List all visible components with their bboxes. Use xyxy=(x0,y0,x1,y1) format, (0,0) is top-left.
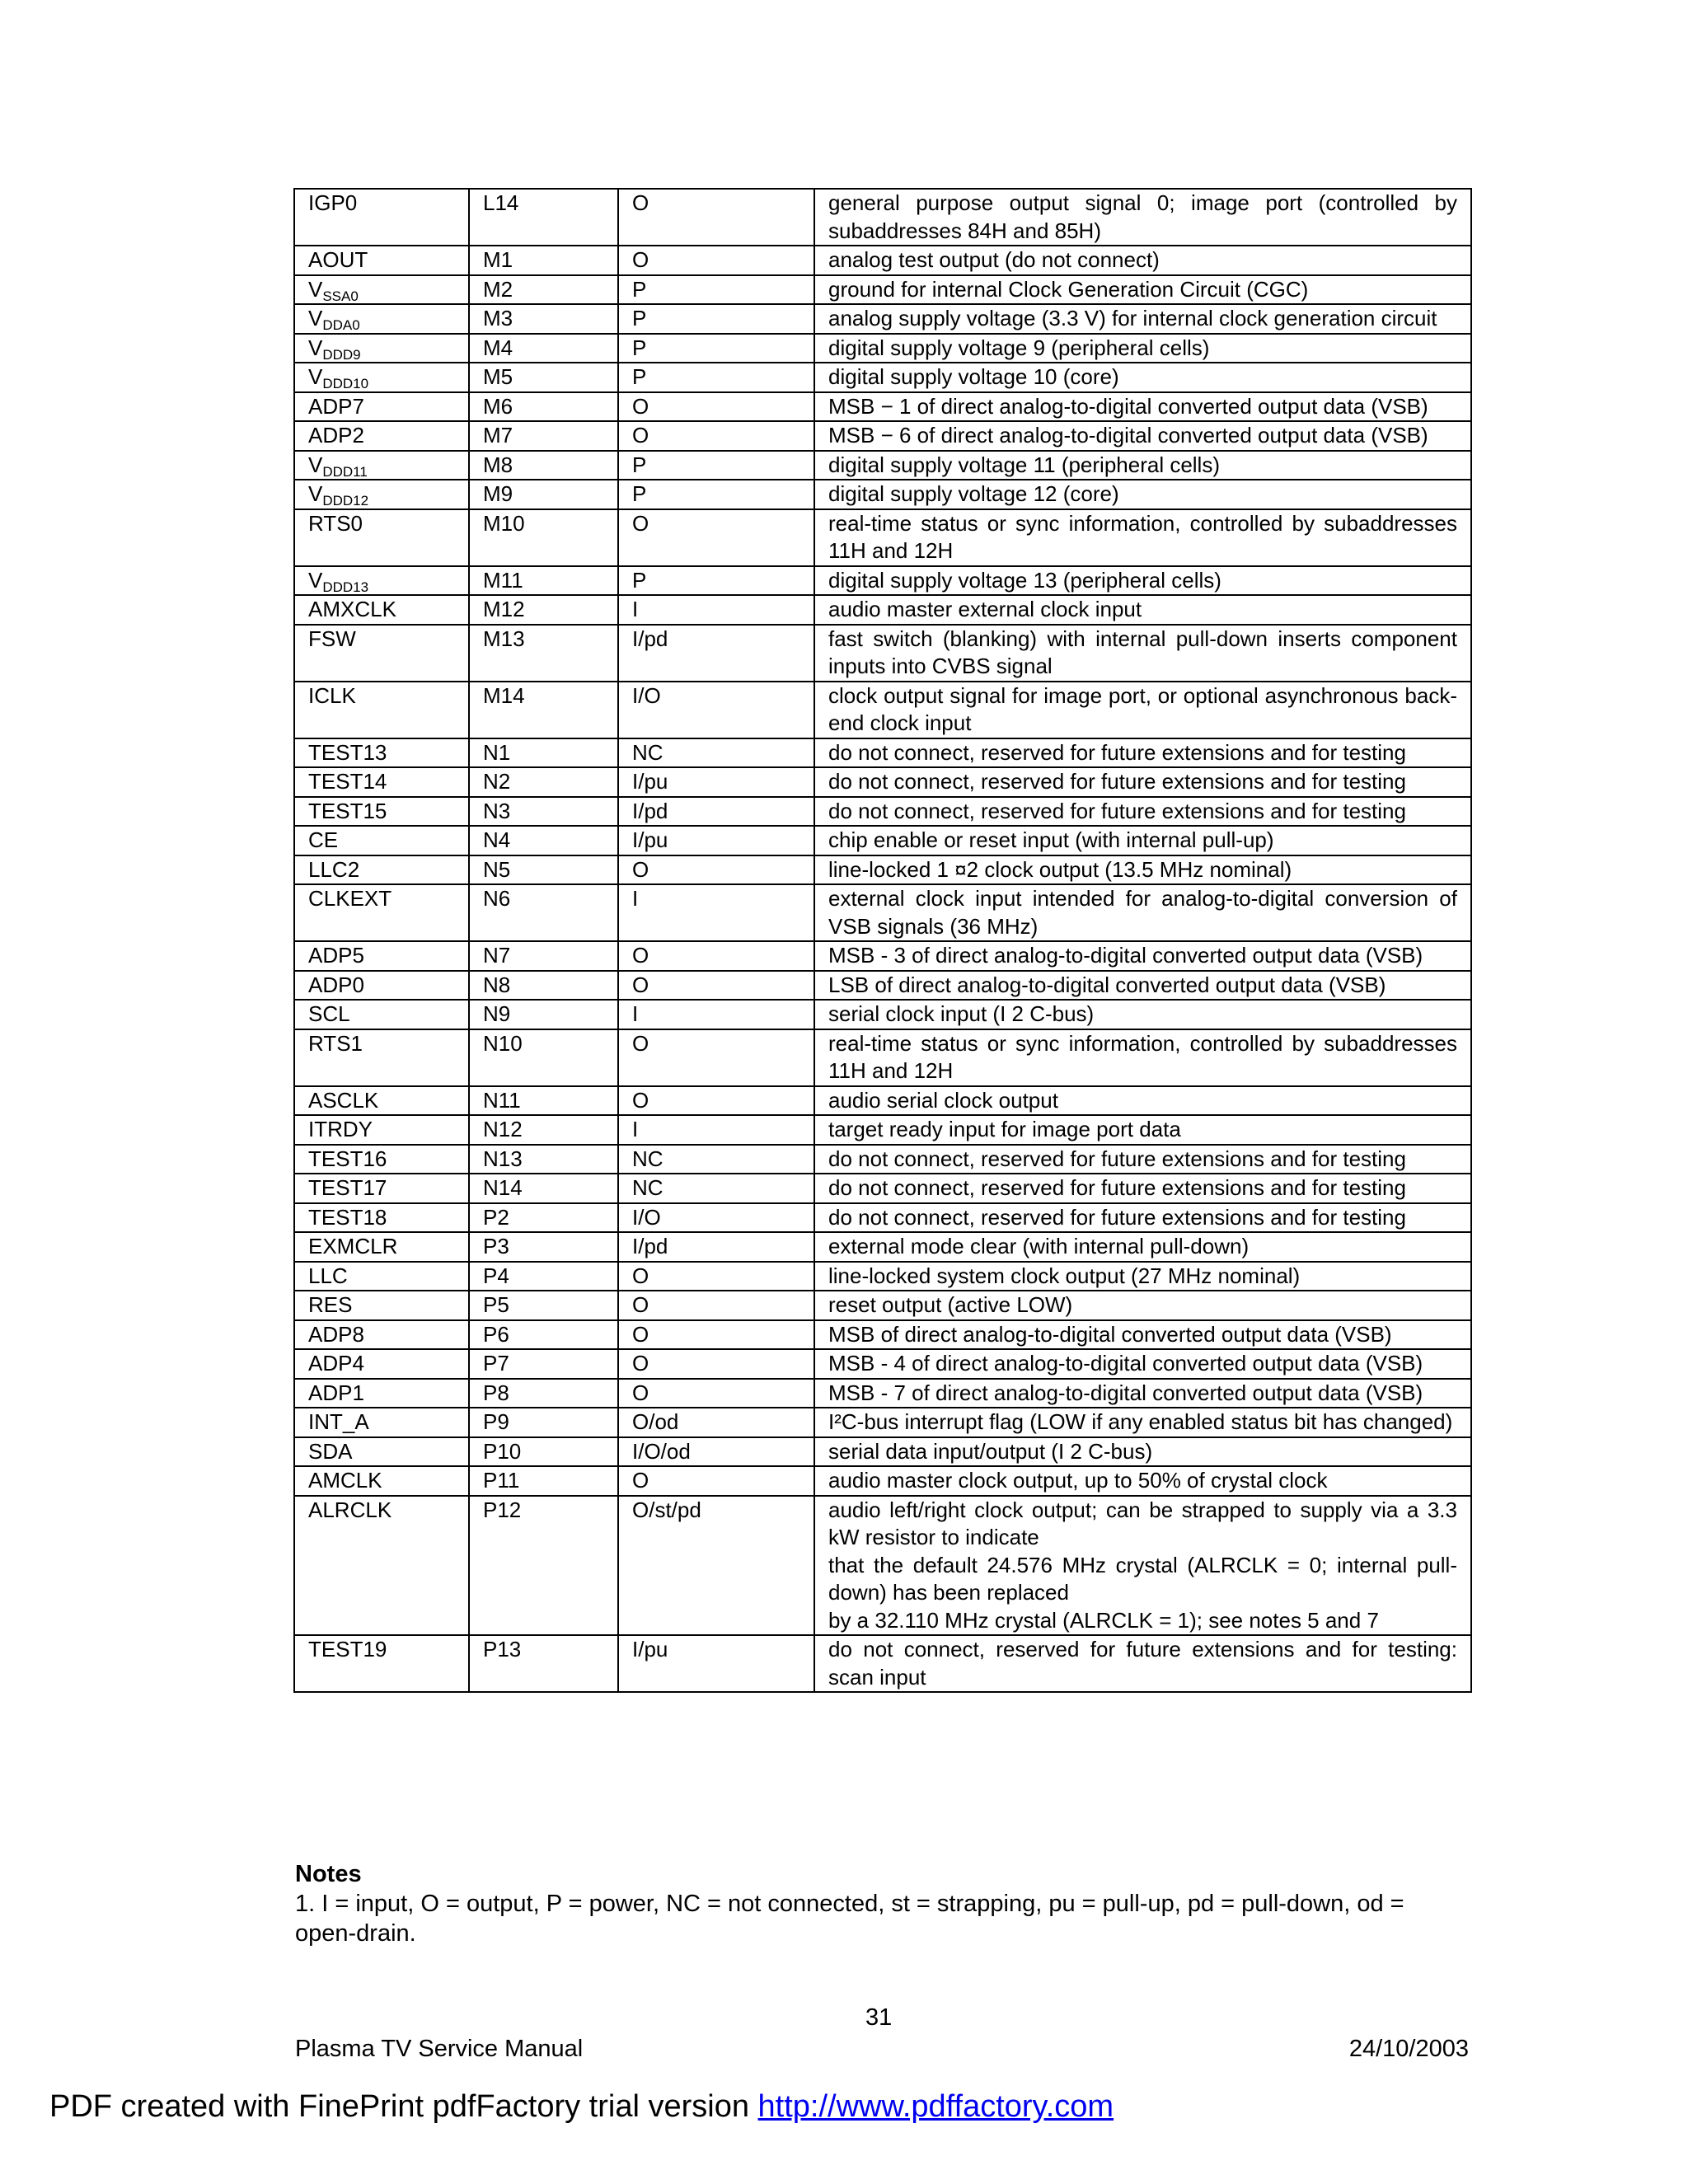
symbol-text: AMCLK xyxy=(308,1468,382,1493)
symbol-cell xyxy=(294,971,469,1001)
description-cell: audio left/right clock output; can be strapped to supply via a 3.3 kW resistor to indicate that the default 24.576 MHz crystal (ALRCLK = 0; internal pull-down) has been replaced by a 32.110 MHz crystal (ALRCLK = 1); see notes 5 and 7 xyxy=(814,1496,1471,1636)
description-cell: MSB - 4 of direct analog-to-digital converted output data (VSB) xyxy=(814,1349,1471,1379)
pin-cell: P9 xyxy=(469,1408,618,1437)
pin-cell: N9 xyxy=(469,1000,618,1029)
description-cell: audio serial clock output xyxy=(814,1086,1471,1116)
symbol-cell xyxy=(294,1291,469,1320)
table-row xyxy=(294,566,1471,596)
description-cell: LSB of direct analog-to-digital converted output data (VSB) xyxy=(814,971,1471,1001)
symbol-text: ADP1 xyxy=(308,1380,364,1405)
table-row xyxy=(294,334,1471,363)
description-cell: MSB - 3 of direct analog-to-digital converted output data (VSB) xyxy=(814,941,1471,971)
symbol-subscript: DDD11 xyxy=(322,463,368,480)
type-cell: P xyxy=(618,451,814,480)
description-cell: digital supply voltage 12 (core) xyxy=(814,480,1471,509)
symbol-text: CE xyxy=(308,827,339,852)
type-cell: O xyxy=(618,189,814,246)
pin-description-table xyxy=(293,188,1472,1693)
table-row xyxy=(294,275,1471,305)
table-row xyxy=(294,826,1471,855)
symbol-cell xyxy=(294,1029,469,1086)
table-row xyxy=(294,1086,1471,1116)
symbol-text: ADP0 xyxy=(308,972,364,997)
description-cell: reset output (active LOW) xyxy=(814,1291,1471,1320)
symbol-text: V xyxy=(308,452,323,477)
symbol-text: SDA xyxy=(308,1438,353,1464)
symbol-cell xyxy=(294,884,469,941)
table-row xyxy=(294,189,1471,246)
table-row xyxy=(294,246,1471,275)
table-row xyxy=(294,509,1471,566)
table-row xyxy=(294,1174,1471,1203)
type-cell: O xyxy=(618,509,814,566)
symbol-text: RES xyxy=(308,1292,353,1317)
description-cell: serial data input/output (I 2 C-bus) xyxy=(814,1437,1471,1467)
type-cell: I/pu xyxy=(618,1635,814,1692)
description-cell: target ready input for image port data xyxy=(814,1115,1471,1145)
symbol-text: ALRCLK xyxy=(308,1497,392,1522)
pin-cell: P11 xyxy=(469,1466,618,1496)
symbol-cell xyxy=(294,1496,469,1636)
table-row xyxy=(294,1115,1471,1145)
symbol-cell xyxy=(294,797,469,827)
description-cell: clock output signal for image port, or optional asynchronous back-end clock input xyxy=(814,682,1471,738)
pin-cell: M9 xyxy=(469,480,618,509)
symbol-text: ASCLK xyxy=(308,1087,379,1113)
type-cell: O xyxy=(618,971,814,1001)
type-cell: I/pd xyxy=(618,1232,814,1262)
pin-cell: M13 xyxy=(469,625,618,682)
symbol-subscript: DDA0 xyxy=(322,317,360,333)
type-cell: I xyxy=(618,595,814,625)
table-row xyxy=(294,1408,1471,1437)
symbol-cell xyxy=(294,1437,469,1467)
type-cell: O/od xyxy=(618,1408,814,1437)
description-cell: MSB of direct analog-to-digital converted output data (VSB) xyxy=(814,1320,1471,1350)
symbol-cell xyxy=(294,480,469,509)
pin-cell: M11 xyxy=(469,566,618,596)
description-cell: audio master external clock input xyxy=(814,595,1471,625)
symbol-cell xyxy=(294,451,469,480)
type-cell: O xyxy=(618,246,814,275)
pin-cell: M5 xyxy=(469,363,618,392)
symbol-text: EXMCLR xyxy=(308,1234,398,1258)
symbol-text: V xyxy=(308,335,323,360)
symbol-subscript: SSA0 xyxy=(322,288,359,304)
symbol-cell xyxy=(294,595,469,625)
pin-cell: P13 xyxy=(469,1635,618,1692)
type-cell: O xyxy=(618,1320,814,1350)
symbol-text: ADP8 xyxy=(308,1321,364,1347)
description-cell: digital supply voltage 10 (core) xyxy=(814,363,1471,392)
description-cell: digital supply voltage 13 (peripheral cells) xyxy=(814,566,1471,596)
pin-cell: M3 xyxy=(469,304,618,334)
symbol-text: LLC xyxy=(308,1263,348,1288)
symbol-text: ITRDY xyxy=(308,1117,373,1141)
description-cell: I²C-bus interrupt flag (LOW if any enabled status bit has changed) xyxy=(814,1408,1471,1437)
type-cell: O xyxy=(618,421,814,451)
symbol-subscript: DDD12 xyxy=(322,493,369,509)
table-row xyxy=(294,421,1471,451)
table-row xyxy=(294,392,1471,422)
description-cell: MSB − 1 of direct analog-to-digital converted output data (VSB) xyxy=(814,392,1471,422)
symbol-text: RTS1 xyxy=(308,1030,363,1056)
description-cell: chip enable or reset input (with internal pull-up) xyxy=(814,826,1471,855)
type-cell: O xyxy=(618,1086,814,1116)
pin-cell: M7 xyxy=(469,421,618,451)
symbol-cell xyxy=(294,509,469,566)
symbol-text: ICLK xyxy=(308,682,356,708)
table-row xyxy=(294,1000,1471,1029)
type-cell: I/O/od xyxy=(618,1437,814,1467)
description-cell: ground for internal Clock Generation Circuit (CGC) xyxy=(814,275,1471,305)
description-cell: do not connect, reserved for future extensions and for testing xyxy=(814,797,1471,827)
type-cell: I/O xyxy=(618,682,814,738)
pin-cell: P10 xyxy=(469,1437,618,1467)
type-cell: P xyxy=(618,275,814,305)
pin-cell: M6 xyxy=(469,392,618,422)
description-cell: MSB − 6 of direct analog-to-digital converted output data (VSB) xyxy=(814,421,1471,451)
symbol-text: AMXCLK xyxy=(308,597,396,621)
footer-document-title: Plasma TV Service Manual xyxy=(295,2036,584,2062)
table-row xyxy=(294,304,1471,334)
description-cell: line-locked 1 ¤2 clock output (13.5 MHz nominal) xyxy=(814,855,1471,885)
pin-cell: N14 xyxy=(469,1174,618,1203)
pin-cell: N13 xyxy=(469,1145,618,1174)
type-cell: P xyxy=(618,334,814,363)
symbol-text: ADP4 xyxy=(308,1351,364,1376)
description-cell: do not connect, reserved for future extensions and for testing xyxy=(814,767,1471,797)
table-row xyxy=(294,480,1471,509)
description-cell: audio master clock output, up to 50% of crystal clock xyxy=(814,1466,1471,1496)
symbol-text: TEST16 xyxy=(308,1146,387,1171)
type-cell: NC xyxy=(618,1145,814,1174)
table-row xyxy=(294,1029,1471,1086)
table-row xyxy=(294,767,1471,797)
type-cell: I xyxy=(618,1115,814,1145)
table-row xyxy=(294,1145,1471,1174)
symbol-cell xyxy=(294,421,469,451)
pin-cell: N3 xyxy=(469,797,618,827)
type-cell: O xyxy=(618,392,814,422)
symbol-text: SCL xyxy=(308,1001,350,1026)
symbol-cell xyxy=(294,826,469,855)
symbol-text: V xyxy=(308,364,323,389)
pin-cell: M2 xyxy=(469,275,618,305)
symbol-cell xyxy=(294,363,469,392)
symbol-cell xyxy=(294,1349,469,1379)
table-row xyxy=(294,625,1471,682)
table-row xyxy=(294,595,1471,625)
type-cell: I xyxy=(618,884,814,941)
notes-item: 1. I = input, O = output, P = power, NC = not connected, st = strapping, pu = pull-up, pd = pull-down, od = open-drain. xyxy=(295,1891,1404,1947)
symbol-cell xyxy=(294,189,469,246)
table-row xyxy=(294,1466,1471,1496)
pin-cell: M10 xyxy=(469,509,618,566)
pin-cell: N10 xyxy=(469,1029,618,1086)
type-cell: P xyxy=(618,480,814,509)
symbol-cell xyxy=(294,392,469,422)
table-row xyxy=(294,1437,1471,1467)
table-row xyxy=(294,1262,1471,1291)
symbol-cell xyxy=(294,1262,469,1291)
symbol-cell xyxy=(294,941,469,971)
symbol-cell xyxy=(294,1466,469,1496)
table-row xyxy=(294,1635,1471,1692)
watermark-text: PDF created with FinePrint pdfFactory trial version xyxy=(49,2089,758,2124)
type-cell: I xyxy=(618,1000,814,1029)
type-cell: I/pd xyxy=(618,625,814,682)
table-row xyxy=(294,1291,1471,1320)
type-cell: O xyxy=(618,1466,814,1496)
type-cell: P xyxy=(618,566,814,596)
pin-cell: M4 xyxy=(469,334,618,363)
symbol-text: TEST14 xyxy=(308,769,387,794)
symbol-cell xyxy=(294,1115,469,1145)
pin-cell: M12 xyxy=(469,595,618,625)
type-cell: O xyxy=(618,1379,814,1408)
type-cell: O xyxy=(618,1291,814,1320)
symbol-text: ADP5 xyxy=(308,943,364,968)
description-cell: MSB - 7 of direct analog-to-digital converted output data (VSB) xyxy=(814,1379,1471,1408)
description-cell: do not connect, reserved for future extensions and for testing xyxy=(814,738,1471,768)
description-cell: do not connect, reserved for future extensions and for testing xyxy=(814,1174,1471,1203)
symbol-cell xyxy=(294,1000,469,1029)
symbol-text: ADP7 xyxy=(308,393,364,419)
description-cell: fast switch (blanking) with internal pull-down inserts component inputs into CVBS signal xyxy=(814,625,1471,682)
symbol-text: IGP0 xyxy=(308,190,358,215)
pin-cell: N12 xyxy=(469,1115,618,1145)
symbol-text: CLKEXT xyxy=(308,886,392,911)
notes-section xyxy=(295,1859,1470,1948)
symbol-text: V xyxy=(308,567,323,593)
pin-cell: P3 xyxy=(469,1232,618,1262)
symbol-text: LLC2 xyxy=(308,856,360,882)
symbol-cell xyxy=(294,682,469,738)
description-cell: digital supply voltage 9 (peripheral cells) xyxy=(814,334,1471,363)
description-cell: do not connect, reserved for future extensions and for testing xyxy=(814,1203,1471,1233)
symbol-cell xyxy=(294,625,469,682)
pin-cell: P5 xyxy=(469,1291,618,1320)
pdf-watermark xyxy=(49,2089,1114,2125)
symbol-cell xyxy=(294,1174,469,1203)
type-cell: I/O xyxy=(618,1203,814,1233)
pin-cell: N7 xyxy=(469,941,618,971)
table-row xyxy=(294,797,1471,827)
pin-cell: N5 xyxy=(469,855,618,885)
pin-cell: M1 xyxy=(469,246,618,275)
symbol-cell xyxy=(294,1379,469,1408)
symbol-text: FSW xyxy=(308,626,356,651)
table-row xyxy=(294,855,1471,885)
symbol-text: TEST18 xyxy=(308,1204,387,1230)
symbol-cell xyxy=(294,1320,469,1350)
pin-cell: P8 xyxy=(469,1379,618,1408)
pin-cell: P4 xyxy=(469,1262,618,1291)
description-cell: real-time status or sync information, controlled by subaddresses 11H and 12H xyxy=(814,1029,1471,1086)
table-row xyxy=(294,1496,1471,1636)
symbol-cell xyxy=(294,1203,469,1233)
description-cell: do not connect, reserved for future extensions and for testing xyxy=(814,1145,1471,1174)
symbol-text: TEST13 xyxy=(308,739,387,765)
table-row xyxy=(294,1379,1471,1408)
pin-cell: P2 xyxy=(469,1203,618,1233)
table-row xyxy=(294,941,1471,971)
symbol-text: TEST19 xyxy=(308,1637,387,1661)
symbol-subscript: DDD9 xyxy=(322,346,361,363)
type-cell: O xyxy=(618,941,814,971)
pin-cell: P6 xyxy=(469,1320,618,1350)
page-number: 31 xyxy=(865,2004,893,2031)
pin-cell: N6 xyxy=(469,884,618,941)
description-cell: real-time status or sync information, controlled by subaddresses 11H and 12H xyxy=(814,509,1471,566)
description-cell: line-locked system clock output (27 MHz nominal) xyxy=(814,1262,1471,1291)
table-row xyxy=(294,1349,1471,1379)
description-cell: digital supply voltage 11 (peripheral cells) xyxy=(814,451,1471,480)
symbol-cell xyxy=(294,275,469,305)
description-cell: external mode clear (with internal pull-down) xyxy=(814,1232,1471,1262)
symbol-text: V xyxy=(308,481,323,506)
pin-cell: N4 xyxy=(469,826,618,855)
pin-cell: M14 xyxy=(469,682,618,738)
symbol-cell xyxy=(294,1145,469,1174)
symbol-text: TEST15 xyxy=(308,798,387,823)
symbol-subscript: DDD10 xyxy=(322,376,369,391)
symbol-text: V xyxy=(308,306,323,330)
description-cell: analog test output (do not connect) xyxy=(814,246,1471,275)
pin-cell: N11 xyxy=(469,1086,618,1116)
type-cell: O xyxy=(618,1262,814,1291)
description-cell: serial clock input (I 2 C-bus) xyxy=(814,1000,1471,1029)
symbol-cell xyxy=(294,1635,469,1692)
symbol-cell xyxy=(294,334,469,363)
symbol-cell xyxy=(294,246,469,275)
type-cell: O xyxy=(618,1349,814,1379)
description-cell: external clock input intended for analog-to-digital conversion of VSB signals (36 MHz) xyxy=(814,884,1471,941)
symbol-cell xyxy=(294,855,469,885)
type-cell: I/pd xyxy=(618,797,814,827)
symbol-text: AOUT xyxy=(308,247,368,272)
footer-date: 24/10/2003 xyxy=(1348,2036,1469,2062)
symbol-text: RTS0 xyxy=(308,510,363,536)
type-cell: O xyxy=(618,1029,814,1086)
table-row xyxy=(294,971,1471,1001)
symbol-cell xyxy=(294,1408,469,1437)
pin-cell: P7 xyxy=(469,1349,618,1379)
pin-cell: N8 xyxy=(469,971,618,1001)
symbol-text: V xyxy=(308,276,323,302)
description-cell: general purpose output signal 0; image port (controlled by subaddresses 84H and 85H) xyxy=(814,189,1471,246)
symbol-text: TEST17 xyxy=(308,1175,387,1200)
notes-heading: Notes xyxy=(295,1861,362,1887)
type-cell: I/pu xyxy=(618,767,814,797)
table-row xyxy=(294,1203,1471,1233)
pin-cell: L14 xyxy=(469,189,618,246)
table-row xyxy=(294,363,1471,392)
type-cell: NC xyxy=(618,738,814,768)
symbol-cell xyxy=(294,1086,469,1116)
type-cell: NC xyxy=(618,1174,814,1203)
pin-cell: N1 xyxy=(469,738,618,768)
symbol-text: ADP2 xyxy=(308,423,364,448)
symbol-cell xyxy=(294,1232,469,1262)
table-row xyxy=(294,738,1471,768)
symbol-subscript: DDD13 xyxy=(322,579,369,595)
symbol-text: INT_A xyxy=(308,1409,369,1434)
symbol-cell xyxy=(294,566,469,596)
type-cell: O/st/pd xyxy=(618,1496,814,1636)
table-row xyxy=(294,682,1471,738)
description-cell: do not connect, reserved for future extensions and for testing: scan input xyxy=(814,1635,1471,1692)
type-cell: O xyxy=(618,855,814,885)
table-row xyxy=(294,884,1471,941)
table-row xyxy=(294,1320,1471,1350)
symbol-cell xyxy=(294,738,469,768)
pin-cell: N2 xyxy=(469,767,618,797)
pin-cell: M8 xyxy=(469,451,618,480)
type-cell: I/pu xyxy=(618,826,814,855)
table-row xyxy=(294,451,1471,480)
pdffactory-link[interactable]: http://www.pdffactory.com xyxy=(757,2089,1114,2124)
pin-cell: P12 xyxy=(469,1496,618,1636)
description-cell: analog supply voltage (3.3 V) for internal clock generation circuit xyxy=(814,304,1471,334)
symbol-cell xyxy=(294,767,469,797)
table-row xyxy=(294,1232,1471,1262)
pin-table-body xyxy=(294,189,1471,1692)
type-cell: P xyxy=(618,304,814,334)
symbol-cell xyxy=(294,304,469,334)
type-cell: P xyxy=(618,363,814,392)
